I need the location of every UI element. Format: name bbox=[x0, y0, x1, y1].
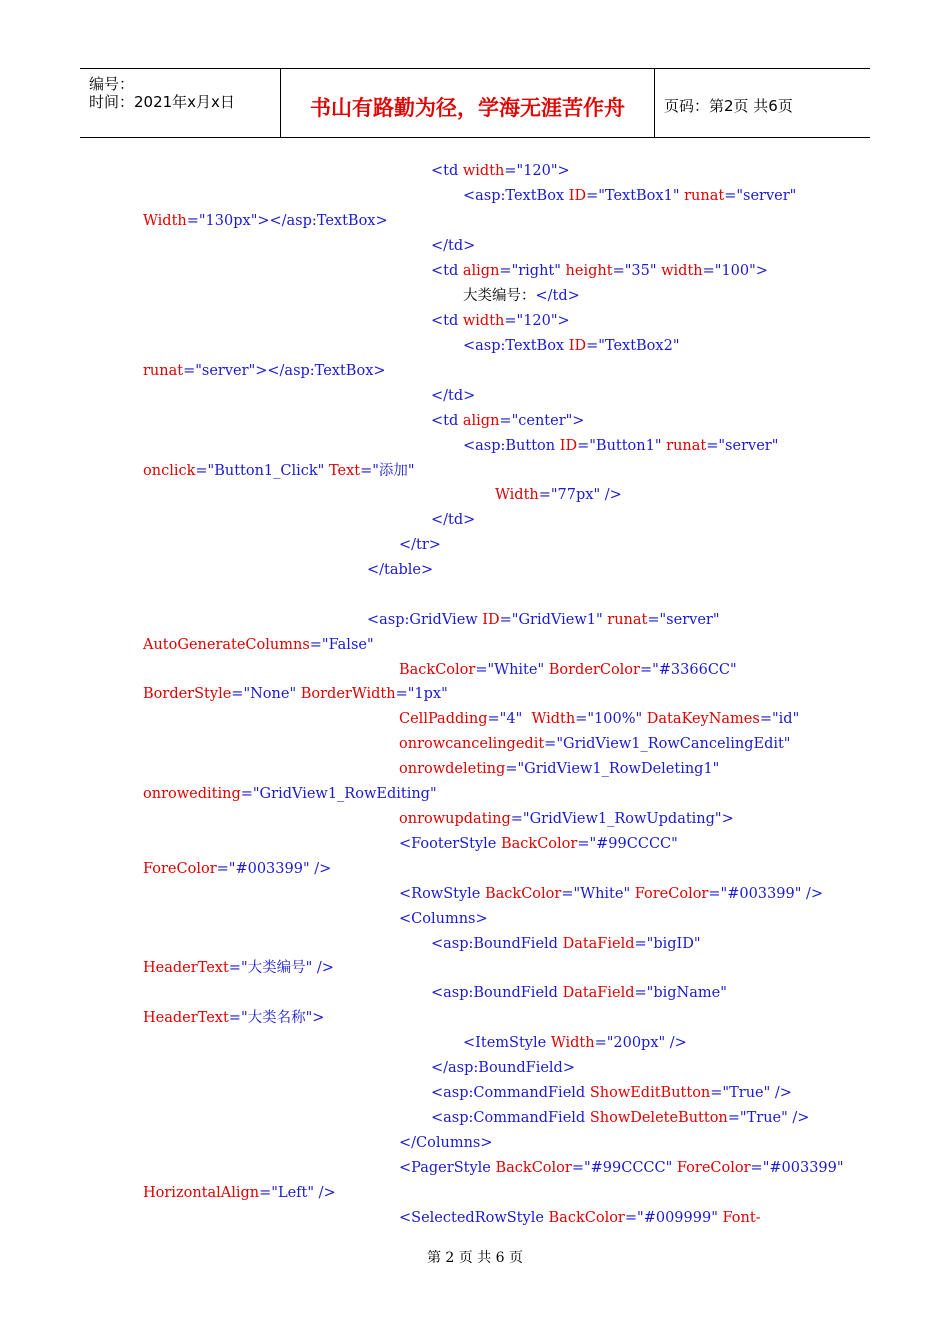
code-attribute-name: Font- bbox=[722, 1210, 761, 1226]
code-line bbox=[143, 1184, 336, 1202]
code-line bbox=[367, 611, 720, 629]
code-attribute-name: HorizontalAlign bbox=[143, 1185, 260, 1201]
code-line bbox=[399, 1134, 493, 1152]
code-attribute-name: width bbox=[462, 163, 505, 179]
code-line bbox=[143, 462, 415, 480]
code-tag-text: ="120"> bbox=[504, 163, 570, 179]
code-tag-text: </table> bbox=[367, 562, 434, 578]
code-tag-text: <td bbox=[431, 263, 463, 279]
header-right-cell bbox=[654, 69, 870, 137]
code-plain-text: 大类编号： bbox=[463, 288, 536, 304]
code-tag-text: </td> bbox=[431, 388, 476, 404]
code-attribute-name: ID bbox=[568, 338, 587, 354]
date-label: 时间：2021年x月x日 bbox=[89, 93, 235, 111]
code-line bbox=[399, 710, 799, 728]
code-tag-text: ="bigID" bbox=[634, 936, 701, 952]
code-tag-text: ="GridView1_RowCancelingEdit" bbox=[544, 736, 791, 752]
code-attribute-name: BackColor bbox=[501, 836, 578, 852]
code-tag-text: ="True" /> bbox=[727, 1110, 810, 1126]
code-tag-text: ="1px" bbox=[395, 686, 448, 702]
code-attribute-name: HeaderText bbox=[143, 1010, 229, 1026]
code-tag-text: ="#99CCCC" bbox=[571, 1160, 677, 1176]
header-left-cell bbox=[80, 69, 280, 137]
code-tag-text: <asp:CommandField bbox=[431, 1085, 590, 1101]
code-attribute-name: ForeColor bbox=[676, 1160, 751, 1176]
code-tag-text: ="#3366CC" bbox=[639, 662, 737, 678]
code-line bbox=[143, 1009, 324, 1027]
code-tag-text: ="False" bbox=[309, 637, 374, 653]
motto: 书山有路勤为径，学海无涯苦作舟 bbox=[310, 96, 625, 120]
code-attribute-name: ShowDeleteButton bbox=[589, 1110, 728, 1126]
code-line bbox=[399, 910, 488, 928]
code-attribute-name: BorderWidth bbox=[300, 686, 396, 702]
code-tag-text: ="大类编号" /> bbox=[228, 960, 334, 976]
code-line bbox=[431, 262, 768, 280]
code-line bbox=[431, 387, 475, 405]
code-tag-text: ="server"></asp:TextBox> bbox=[183, 363, 386, 379]
code-tag-text: <asp:Button bbox=[463, 438, 560, 454]
code-tag-text: </td> bbox=[431, 512, 476, 528]
code-attribute-name: BackColor bbox=[399, 662, 476, 678]
code-line bbox=[463, 287, 580, 305]
code-attribute-name: ID bbox=[559, 438, 578, 454]
code-line bbox=[399, 810, 734, 828]
code-attribute-name: CellPadding bbox=[399, 711, 488, 727]
code-tag-text: <FooterStyle bbox=[399, 836, 501, 852]
code-tag-text: <asp:CommandField bbox=[431, 1110, 590, 1126]
number-label: 编号： bbox=[89, 75, 135, 93]
code-line bbox=[143, 362, 386, 380]
code-line bbox=[143, 860, 331, 878]
code-attribute-name: height bbox=[565, 263, 613, 279]
code-attribute-name: Text bbox=[328, 463, 361, 479]
code-tag-text: <PagerStyle bbox=[399, 1160, 496, 1176]
code-tag-text: <asp:TextBox bbox=[463, 188, 569, 204]
code-attribute-name: DataKeyNames bbox=[646, 711, 760, 727]
code-attribute-name: ShowEditButton bbox=[589, 1085, 711, 1101]
code-attribute-name: Width bbox=[495, 487, 539, 503]
code-tag-text: ="100%" bbox=[575, 711, 647, 727]
code-tag-text: ="#003399" bbox=[750, 1160, 844, 1176]
code-tag-text: <RowStyle bbox=[399, 886, 485, 902]
page-header bbox=[80, 68, 870, 138]
code-line bbox=[399, 536, 441, 554]
code-line bbox=[399, 835, 678, 853]
code-tag-text: ="None" bbox=[231, 686, 301, 702]
code-tag-text: </Columns> bbox=[399, 1135, 493, 1151]
code-attribute-name: HeaderText bbox=[143, 960, 229, 976]
code-attribute-name: BackColor bbox=[548, 1210, 625, 1226]
code-tag-text: <ItemStyle bbox=[463, 1035, 551, 1051]
code-tag-text: <asp:TextBox bbox=[463, 338, 569, 354]
code-attribute-name: Width bbox=[143, 213, 187, 229]
code-line bbox=[399, 760, 719, 778]
code-line bbox=[431, 162, 570, 180]
code-tag-text: ="True" /> bbox=[710, 1085, 792, 1101]
code-attribute-name: onrowediting bbox=[143, 786, 241, 802]
code-tag-text: ="TextBox1" bbox=[586, 188, 685, 204]
page-number-label: 页码：第2页 共6页 bbox=[664, 97, 793, 115]
code-line bbox=[431, 312, 570, 330]
code-line bbox=[143, 212, 388, 230]
code-tag-text: ="35" bbox=[612, 263, 662, 279]
code-tag-text: </asp:BoundField> bbox=[431, 1060, 575, 1076]
code-tag-text: ="White" bbox=[561, 886, 635, 902]
code-tag-text: ="4" bbox=[487, 711, 532, 727]
code-attribute-name: runat bbox=[607, 612, 648, 628]
code-tag-text: ="center"> bbox=[499, 413, 585, 429]
code-attribute-name: Width bbox=[550, 1035, 595, 1051]
code-attribute-name: align bbox=[462, 413, 500, 429]
code-tag-text: ="100"> bbox=[702, 263, 768, 279]
code-tag-text: </td> bbox=[431, 238, 476, 254]
code-line bbox=[463, 1034, 687, 1052]
code-line bbox=[431, 984, 727, 1002]
code-attribute-name: BackColor bbox=[485, 886, 562, 902]
code-tag-text: ="server" bbox=[706, 438, 779, 454]
code-line bbox=[463, 337, 680, 355]
code-attribute-name: width bbox=[462, 313, 505, 329]
code-attribute-name: BackColor bbox=[495, 1160, 572, 1176]
code-line bbox=[431, 237, 475, 255]
code-tag-text: <SelectedRowStyle bbox=[399, 1210, 549, 1226]
code-attribute-name: onclick bbox=[143, 463, 196, 479]
code-tag-text: ="#003399" /> bbox=[708, 886, 824, 902]
code-attribute-name: onrowcancelingedit bbox=[399, 736, 545, 752]
code-attribute-name: runat bbox=[666, 438, 707, 454]
code-tag-text: ="White" bbox=[475, 662, 549, 678]
code-line bbox=[495, 486, 622, 504]
code-line bbox=[463, 437, 778, 455]
code-tag-text: ="GridView1_RowEditing" bbox=[240, 786, 437, 802]
code-line bbox=[399, 885, 823, 903]
code-line bbox=[463, 187, 796, 205]
code-tag-text: <asp:BoundField bbox=[431, 936, 563, 952]
code-tag-text: ="Button1_Click" bbox=[195, 463, 329, 479]
code-attribute-name: BorderStyle bbox=[143, 686, 232, 702]
code-tag-text: ="#99CCCC" bbox=[577, 836, 678, 852]
code-tag-text: ="bigName" bbox=[634, 985, 727, 1001]
code-line bbox=[399, 1209, 761, 1227]
code-line bbox=[431, 1109, 809, 1127]
code-tag-text: <td bbox=[431, 163, 463, 179]
code-attribute-name: onrowdeleting bbox=[399, 761, 506, 777]
page-footer: 第 2 页 共 6 页 bbox=[426, 1250, 524, 1266]
code-tag-text: ="server" bbox=[647, 612, 720, 628]
code-attribute-name: DataField bbox=[562, 985, 635, 1001]
header-motto-cell bbox=[280, 69, 655, 137]
code-line bbox=[143, 959, 334, 977]
code-attribute-name: onrowupdating bbox=[399, 811, 511, 827]
code-tag-text: ="GridView1" bbox=[499, 612, 608, 628]
code-attribute-name: DataField bbox=[562, 936, 635, 952]
code-line bbox=[431, 1059, 575, 1077]
code-tag-text: ="添加" bbox=[360, 463, 415, 479]
code-line bbox=[399, 661, 737, 679]
code-tag-text: ="大类名称"> bbox=[228, 1010, 325, 1026]
code-line bbox=[143, 685, 448, 703]
code-attribute-name: ForeColor bbox=[634, 886, 709, 902]
code-attribute-name: ForeColor bbox=[143, 861, 217, 877]
code-attribute-name: BorderColor bbox=[548, 662, 640, 678]
code-tag-text: </td> bbox=[535, 288, 580, 304]
code-tag-text: ="right" bbox=[499, 263, 566, 279]
code-line bbox=[431, 511, 475, 529]
code-tag-text: ="#009999" bbox=[624, 1210, 723, 1226]
code-tag-text: ="TextBox2" bbox=[586, 338, 680, 354]
code-attribute-name: width bbox=[661, 263, 703, 279]
code-tag-text: ="Button1" bbox=[577, 438, 667, 454]
code-attribute-name: runat bbox=[684, 188, 725, 204]
code-line bbox=[431, 935, 701, 953]
code-line bbox=[431, 1084, 792, 1102]
code-tag-text: ="id" bbox=[759, 711, 800, 727]
code-attribute-name: align bbox=[462, 263, 500, 279]
code-tag-text: ="GridView1_RowDeleting1" bbox=[505, 761, 720, 777]
code-attribute-name: Width bbox=[531, 711, 576, 727]
code-line bbox=[399, 1159, 844, 1177]
code-attribute-name: ID bbox=[482, 612, 500, 628]
code-attribute-name: runat bbox=[143, 363, 184, 379]
code-tag-text: <td bbox=[431, 413, 463, 429]
code-attribute-name: AutoGenerateColumns bbox=[143, 637, 310, 653]
code-tag-text: ="#003399" /> bbox=[216, 861, 332, 877]
code-tag-text: <asp:BoundField bbox=[431, 985, 563, 1001]
code-line bbox=[143, 636, 374, 654]
code-tag-text: ="130px"></asp:TextBox> bbox=[186, 213, 388, 229]
code-tag-text: <asp:GridView bbox=[367, 612, 483, 628]
code-line bbox=[399, 735, 790, 753]
code-tag-text: ="120"> bbox=[504, 313, 570, 329]
code-line bbox=[431, 412, 584, 430]
code-line bbox=[143, 785, 437, 803]
code-tag-text: ="server" bbox=[724, 188, 797, 204]
code-attribute-name: ID bbox=[568, 188, 587, 204]
code-tag-text: ="77px" /> bbox=[538, 487, 622, 503]
code-tag-text: ="Left" /> bbox=[259, 1185, 336, 1201]
code-tag-text: </tr> bbox=[399, 537, 441, 553]
code-tag-text: ="GridView1_RowUpdating"> bbox=[510, 811, 734, 827]
code-line bbox=[367, 561, 433, 579]
code-tag-text: ="200px" /> bbox=[594, 1035, 687, 1051]
code-tag-text: <Columns> bbox=[399, 911, 488, 927]
code-tag-text: <td bbox=[431, 313, 463, 329]
